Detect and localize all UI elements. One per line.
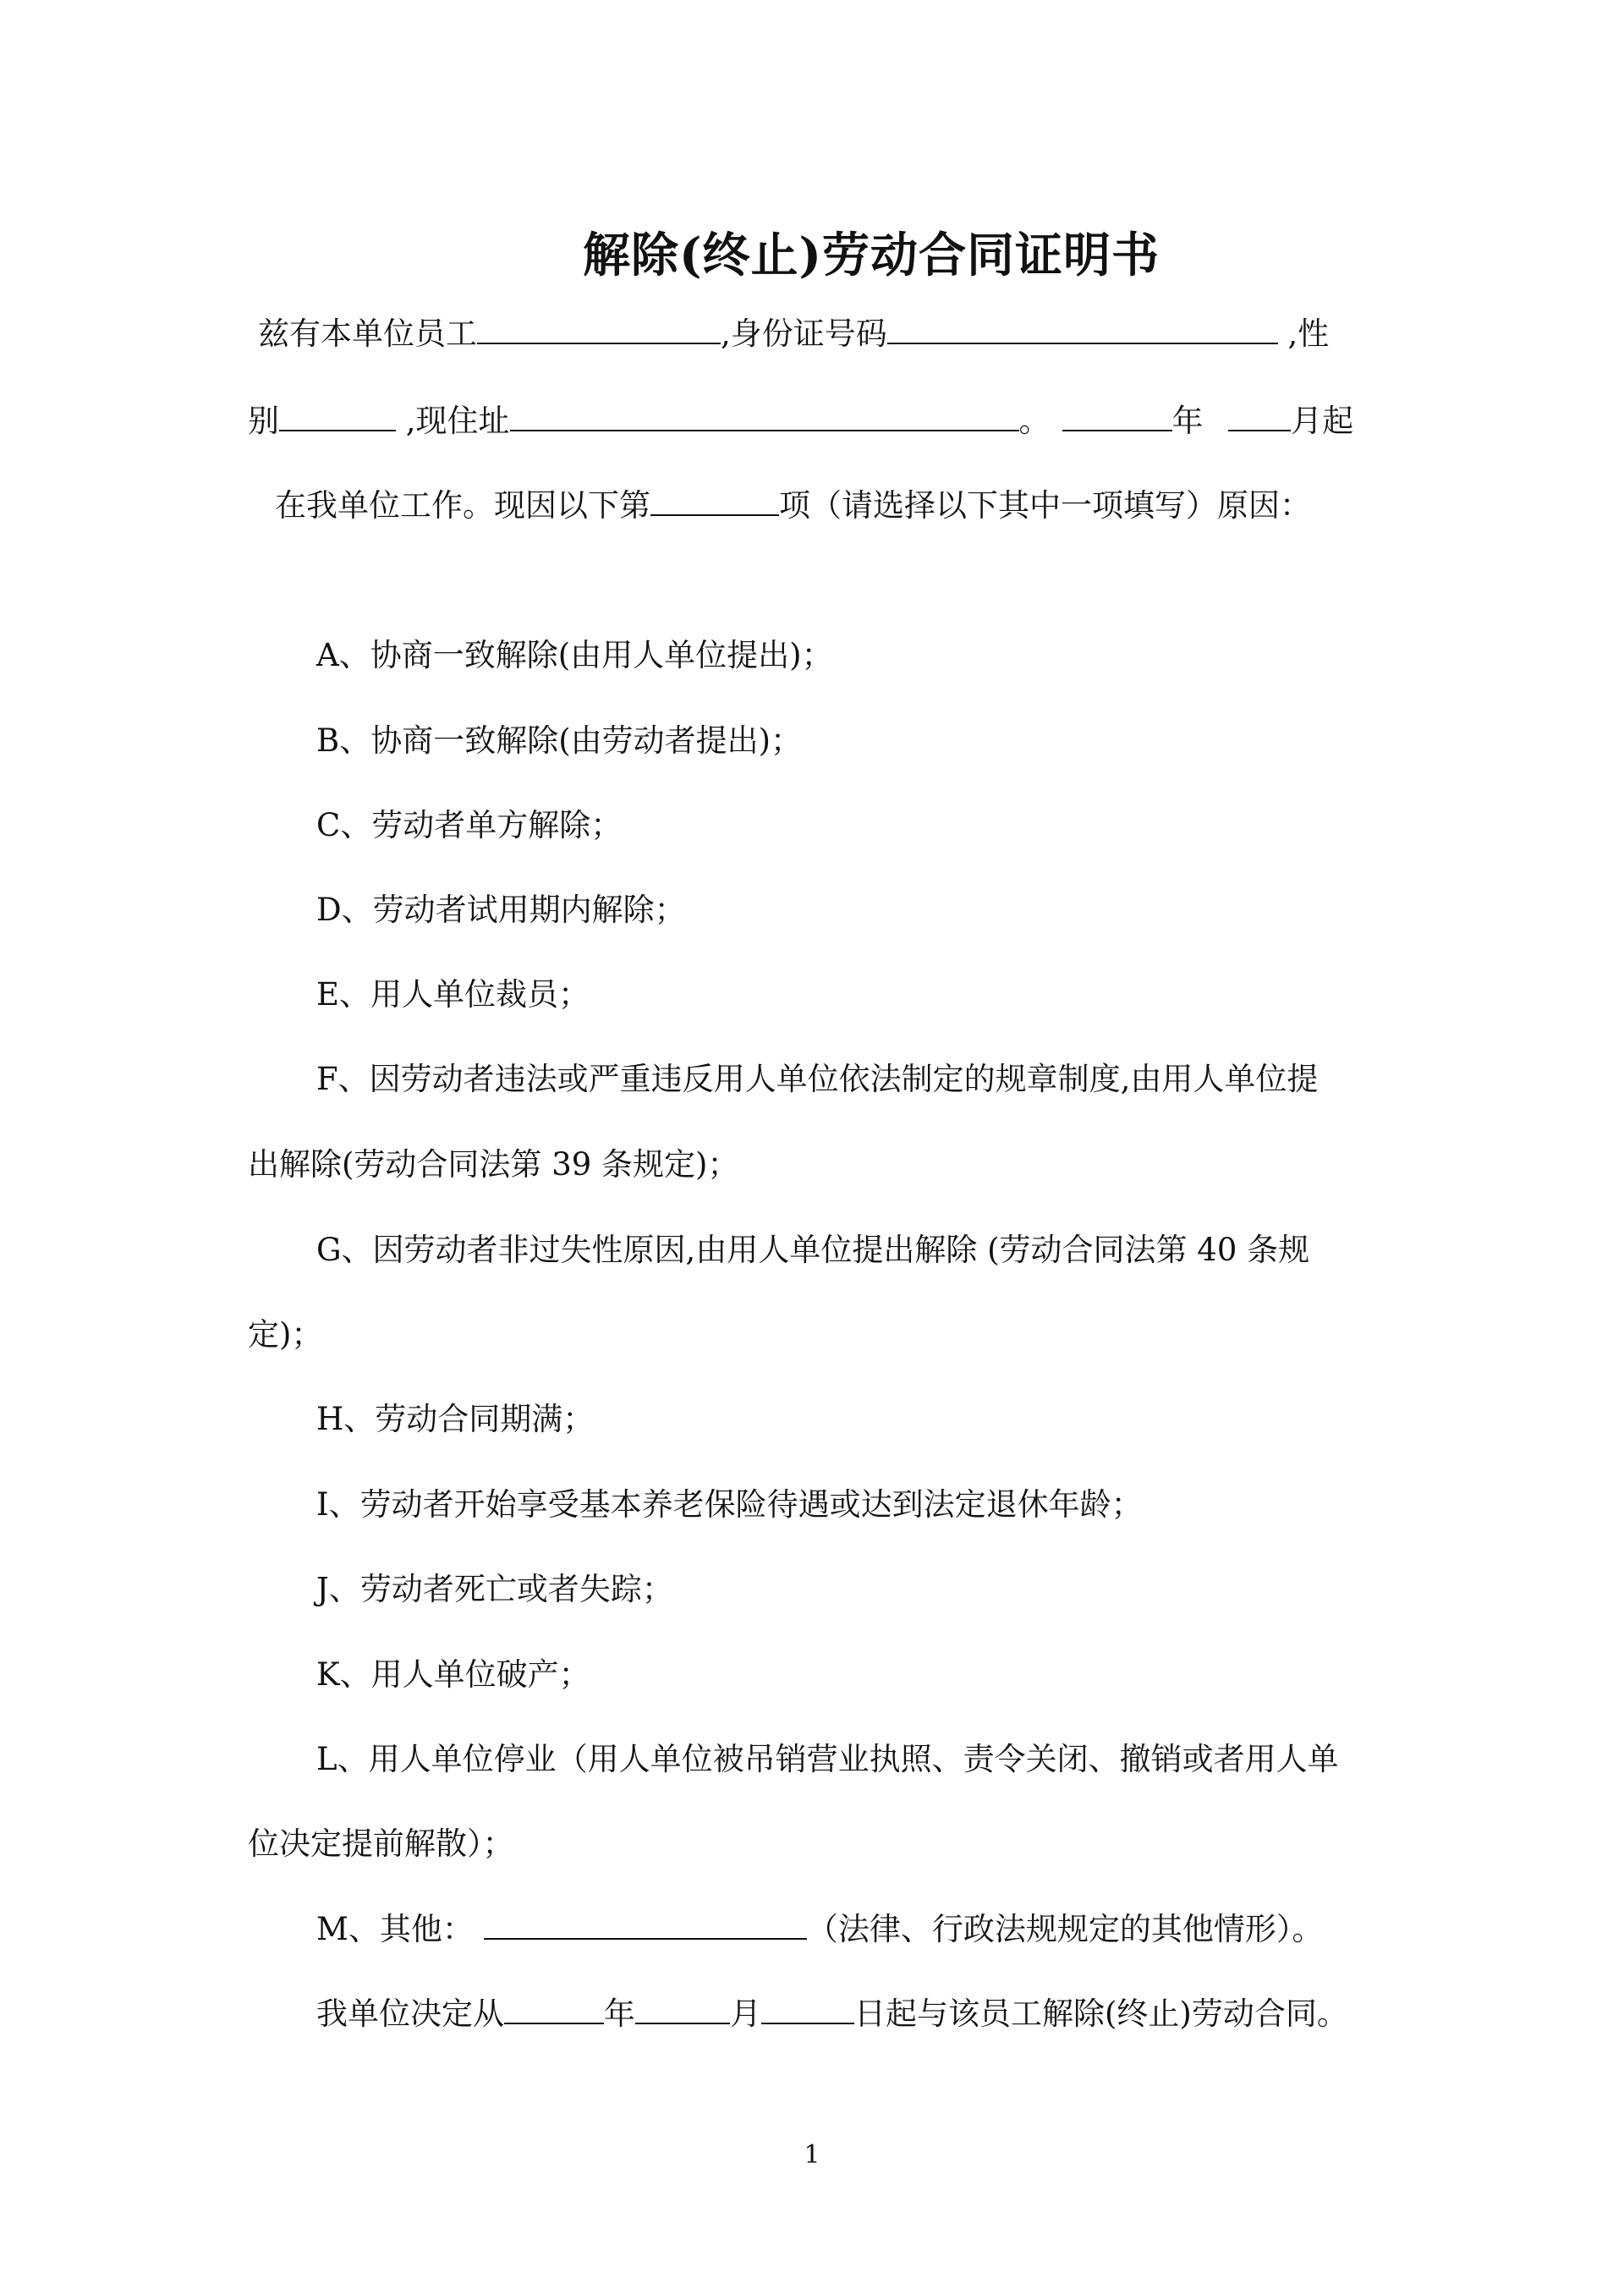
option-l-line-2: 位决定提前解散）； (248, 1826, 514, 1862)
option-h: H、劳动合同期满； (316, 1401, 595, 1437)
option-a: A、协商一致解除(由用人单位提出)； (316, 637, 833, 673)
start-year-blank[interactable] (1062, 401, 1172, 431)
option-item-blank[interactable] (650, 486, 779, 516)
intro-employee-label: 兹有本单位员工 (258, 316, 477, 352)
option-g-line-2: 定)； (248, 1316, 323, 1353)
intro-gender-label-end: 别 (248, 403, 279, 439)
option-m-note: （法律、行政法规规定的其他情形）。 (806, 1911, 1324, 1947)
intro-year-label: 年 (1171, 403, 1214, 439)
other-reason-blank[interactable] (484, 1909, 807, 1940)
option-f-line-1: F、因劳动者违法或严重违反用人单位依法制定的规章制度,由用人单位提 (316, 1061, 1319, 1097)
start-month-blank[interactable] (1228, 401, 1291, 431)
intro-reason-label: 项（请选择以下其中一项填写）原因： (779, 487, 1311, 524)
intro-line-2 (248, 400, 1353, 442)
id-number-blank[interactable] (887, 314, 1278, 344)
option-l-line-1: L、用人单位停业（用人单位被吊销营业执照、责令关闭、撤销或者用人单 (316, 1741, 1339, 1777)
option-m (316, 1908, 1323, 1951)
decision-end-text: 日起与该员工解除(终止)劳动合同。 (854, 1996, 1348, 2032)
option-b: B、协商一致解除(由劳动者提出)； (316, 722, 803, 759)
gender-blank[interactable] (279, 401, 396, 431)
option-m-label: M、其他： (316, 1911, 474, 1947)
option-e: E、用人单位裁员； (316, 976, 590, 1013)
end-day-blank[interactable] (761, 1994, 854, 2024)
decision-line (316, 1993, 1348, 2035)
option-j: J、劳动者死亡或者失踪； (316, 1571, 673, 1607)
intro-line-3 (275, 485, 1311, 527)
option-f-line-2: 出解除(劳动合同法第 39 条规定)； (248, 1146, 739, 1183)
option-c: C、劳动者单方解除； (316, 807, 623, 843)
address-blank[interactable] (510, 401, 1019, 431)
employee-name-blank[interactable] (477, 314, 721, 344)
option-i: I、劳动者开始享受基本养老保险待遇或达到法定退休年龄； (316, 1486, 1143, 1523)
intro-period: 。 (1018, 403, 1051, 439)
option-g-line-1: G、因劳动者非过失性原因,由用人单位提出解除 (劳动合同法第 40 条规 (316, 1232, 1310, 1268)
decision-month-label: 月 (730, 1996, 761, 2032)
intro-gender-label-start: ,性 (1277, 316, 1330, 352)
option-k: K、用人单位破产； (316, 1656, 590, 1693)
intro-line-1 (258, 313, 1329, 355)
page-number: 1 (804, 2140, 820, 2170)
intro-month-label: 月起 (1291, 403, 1354, 439)
end-month-blank[interactable] (635, 1994, 730, 2024)
document-title: 解除(终止)劳动合同证明书 (583, 228, 1160, 283)
intro-address-label: ,现住址 (396, 403, 510, 439)
decision-year-label: 年 (604, 1996, 635, 2032)
end-year-blank[interactable] (504, 1994, 604, 2024)
option-d: D、劳动者试用期内解除； (316, 892, 686, 928)
intro-work-label: 在我单位工作。现因以下第 (275, 487, 650, 524)
intro-id-label: ,身份证号码 (721, 316, 887, 352)
decision-label: 我单位决定从 (316, 1996, 504, 2032)
